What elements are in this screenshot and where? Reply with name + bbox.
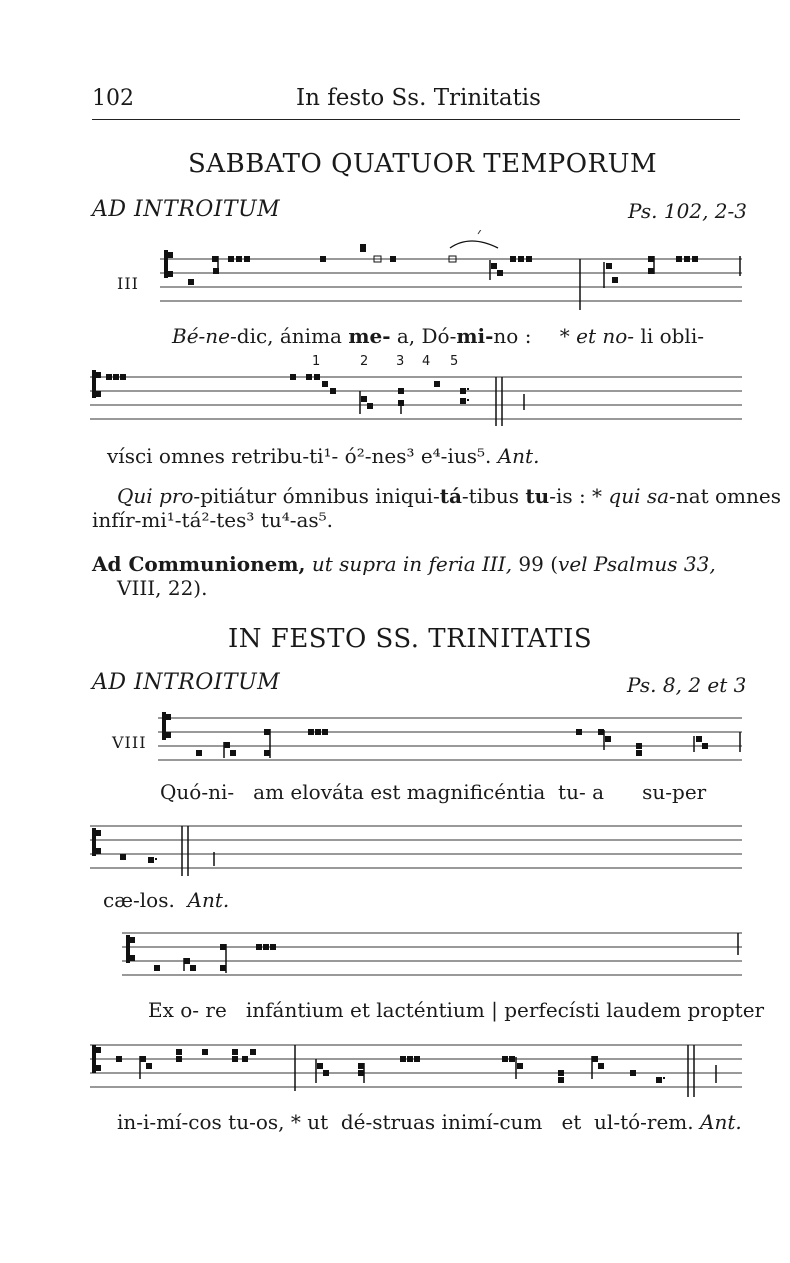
- lyrics-line-4: [103, 888, 229, 912]
- lyric-visci-omnes: vísci omnes retribu-ti¹- ó²-nes³ e⁴-ius⁵.: [107, 444, 498, 468]
- page-number: 102: [92, 86, 134, 111]
- communion-page: 99 (: [512, 552, 559, 576]
- introit-label-1: AD INTROITUM: [92, 197, 281, 222]
- lyrics-line-6: [117, 1110, 742, 1134]
- numeral-2: 2: [360, 354, 369, 369]
- introit-label-2: AD INTROITUM: [92, 670, 281, 695]
- chant-staff-2: [90, 366, 745, 436]
- verse-nat-omnes: nat omnes: [675, 484, 781, 508]
- section-title-trinitatis: IN FESTO SS. TRINITATIS: [228, 624, 593, 654]
- chant-staff-6: [90, 1035, 745, 1107]
- mode-number-2: VIII: [112, 733, 147, 752]
- lyric-me: me-: [348, 324, 391, 348]
- verse-pitiatur: pitiátur ómnibus iniqui-: [200, 484, 440, 508]
- verse-line-2: infír-mi¹-tá²-tes³ tu⁴-as⁵.: [92, 508, 334, 532]
- lyric-et-no: et no-: [576, 324, 635, 348]
- lyric-asterisk: *: [559, 324, 577, 348]
- psalm-ref-1: Ps. 102, 2-3: [628, 199, 747, 223]
- lyric-bene: Bé-ne-: [172, 324, 237, 348]
- section-title-sabbato: SABBATO QUATUOR TEMPORUM: [188, 149, 658, 179]
- lyric-dic-anima: dic, ánima: [236, 324, 349, 348]
- communion-vel-psalmus: vel Psalmus 33,: [558, 552, 716, 576]
- verse-ta: tá: [439, 484, 462, 508]
- lyric-a-do: a, Dó-: [390, 324, 457, 348]
- communion-line-1: [92, 552, 716, 576]
- header-rule: [92, 119, 740, 120]
- verse-qui-sa: qui sa-: [608, 484, 676, 508]
- verse-qui-pro: Qui pro-: [117, 484, 201, 508]
- antiphon-marker-3: Ant.: [700, 1110, 742, 1134]
- running-title: In festo Ss. Trinitatis: [296, 85, 541, 111]
- mode-number-1: III: [117, 274, 139, 293]
- psalm-ref-2: Ps. 8, 2 et 3: [627, 673, 747, 697]
- verse-is: -is : *: [549, 484, 609, 508]
- numeral-4: 4: [422, 354, 431, 369]
- chant-staff-3: [158, 708, 745, 778]
- lyric-inimicos: in-i-mí-cos tu-os, * ut dé-struas inimí-cum et ul-tó-rem.: [117, 1110, 700, 1134]
- verse-tibus: -tibus: [461, 484, 526, 508]
- lyrics-line-5: Ex o- re infántium et lacténtium | perfecísti laudem propter: [148, 998, 765, 1022]
- antiphon-marker-2: Ant.: [187, 888, 230, 912]
- communion-ut-supra: ut supra in feria III,: [305, 552, 513, 576]
- chant-staff-4: [90, 820, 745, 880]
- lyric-no: no :: [493, 324, 538, 348]
- verse-tu: tu: [525, 484, 550, 508]
- numeral-1: 1: [312, 354, 321, 369]
- antiphon-marker-1: Ant.: [497, 444, 540, 468]
- numeral-5: 5: [450, 354, 459, 369]
- communion-line-2: VIII, 22).: [117, 576, 208, 600]
- lyric-caelos: cæ-los.: [103, 888, 188, 912]
- communion-heading: Ad Communionem,: [92, 552, 306, 576]
- chant-staff-1: [160, 230, 745, 310]
- numeral-3: 3: [396, 354, 405, 369]
- lyrics-line-1: [172, 324, 704, 348]
- lyrics-line-3: Quó-ni- am elováta est magnificéntia tu- a su-per: [160, 780, 707, 804]
- lyrics-line-2: [107, 444, 539, 468]
- verse-line-1: [117, 484, 781, 508]
- chant-staff-5: [122, 925, 744, 985]
- lyric-mi: mi-: [456, 324, 494, 348]
- lyric-li-obli: li obli-: [634, 324, 704, 348]
